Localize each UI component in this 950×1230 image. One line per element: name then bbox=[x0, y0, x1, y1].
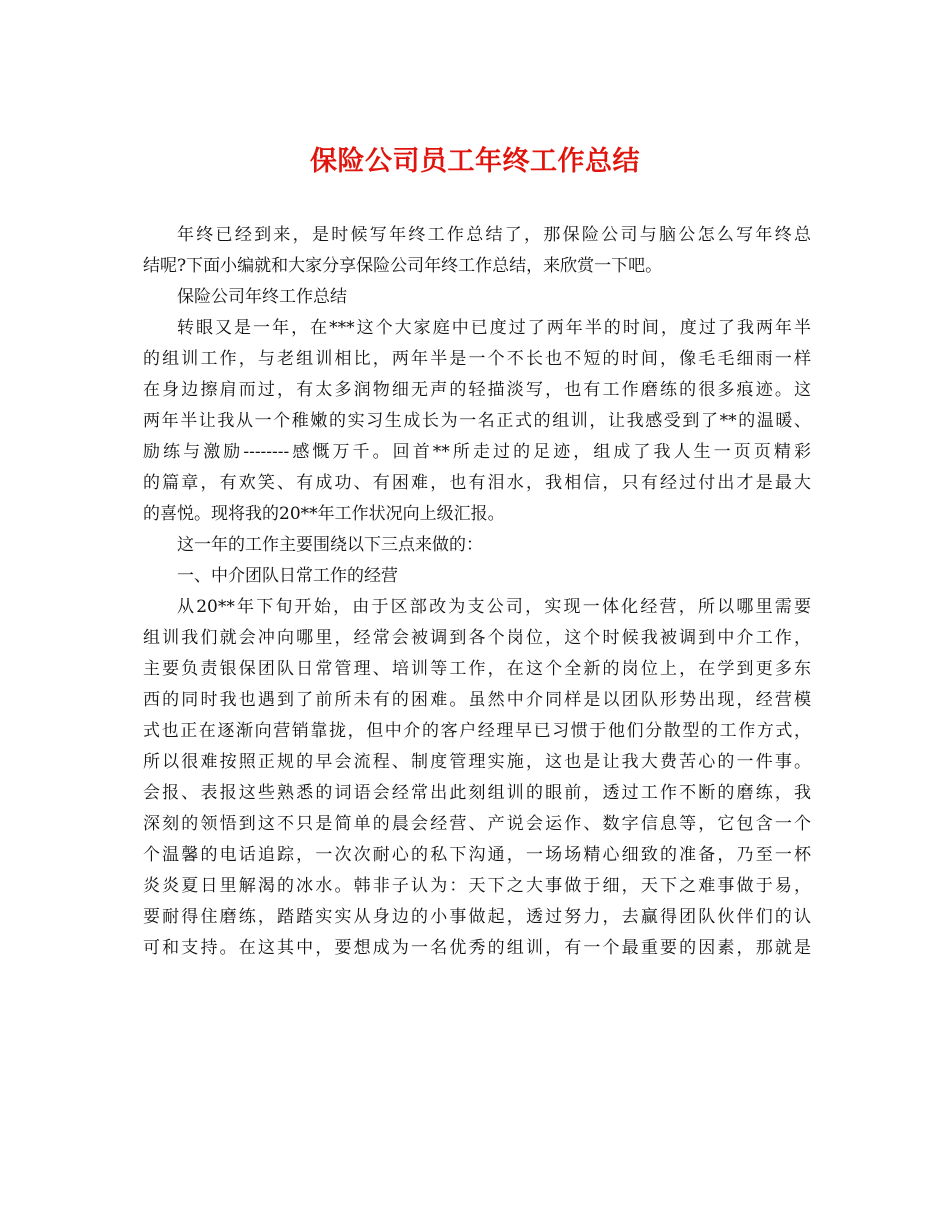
document-title: 保险公司员工年终工作总结 bbox=[310, 146, 640, 177]
body-line: 在身边擦肩而过，有太多润物细无声的轻描淡写，也有工作磨练的很多痕迹。这 bbox=[143, 380, 811, 400]
body-line: 主要负责银保团队日常管理、培训等工作，在这个全新的岗位上，在学到更多东 bbox=[143, 659, 811, 679]
body-line: 转眼又是一年，在***这个大家庭中已度过了两年半的时间，度过了我两年半 bbox=[177, 318, 811, 338]
body-line: 的篇章，有欢笑、有成功、有困难，也有泪水，我相信，只有经过付出才是最大 bbox=[143, 473, 811, 493]
body-line: 两年半让我从一个稚嫩的实习生成长为一名正式的组训，让我感受到了**的温暖、 bbox=[143, 411, 811, 431]
document-body bbox=[143, 220, 811, 964]
body-line: 的组训工作，与老组训相比，两年半是一个不长也不短的时间，像毛毛细雨一样 bbox=[143, 349, 811, 369]
body-line: 励练与激励--------感慨万千。回首**所走过的足迹，组成了我人生一页页精彩 bbox=[143, 442, 811, 462]
body-line: 会报、表报这些熟悉的词语会经常出此刻组训的眼前，透过工作不断的磨练，我 bbox=[143, 783, 811, 803]
body-line: 要耐得住磨练，踏踏实实从身边的小事做起，透过努力，去赢得团队伙伴们的认 bbox=[143, 907, 811, 927]
body-line: 可和支持。在这其中，要想成为一名优秀的组训，有一个最重要的因素，那就是 bbox=[143, 938, 811, 958]
body-line: 式也正在逐渐向营销靠拢，但中介的客户经理早已习惯于他们分散型的工作方式， bbox=[143, 721, 811, 741]
body-line: 这一年的工作主要围绕以下三点来做的： bbox=[177, 535, 483, 555]
body-line: 结呢?下面小编就和大家分享保险公司年终工作总结，来欣赏一下吧。 bbox=[143, 256, 663, 276]
section-heading: 保险公司年终工作总结 bbox=[177, 287, 347, 307]
body-line: 个温馨的电话追踪，一次次耐心的私下沟通，一场场精心细致的准备，乃至一杯 bbox=[143, 845, 811, 865]
body-line: 炎炎夏日里解渴的冰水。韩非子认为：天下之大事做于细，天下之难事做于易， bbox=[143, 876, 811, 896]
body-line: 所以很难按照正规的早会流程、制度管理实施，这也是让我大费苦心的一件事。 bbox=[143, 752, 811, 772]
section-heading: 一、中介团队日常工作的经营 bbox=[177, 566, 398, 586]
body-line: 从20**年下旬开始，由于区部改为支公司，实现一体化经营，所以哪里需要 bbox=[177, 597, 811, 617]
body-line: 组训我们就会冲向哪里，经常会被调到各个岗位，这个时候我被调到中介工作， bbox=[143, 628, 811, 648]
body-line: 的喜悦。现将我的20**年工作状况向上级汇报。 bbox=[143, 504, 505, 524]
body-line: 深刻的领悟到这不只是简单的晨会经营、产说会运作、数字信息等，它包含一个 bbox=[143, 814, 811, 834]
body-line: 西的同时我也遇到了前所未有的困难。虽然中介同样是以团队形势出现，经营模 bbox=[143, 690, 811, 710]
body-line: 年终已经到来，是时候写年终工作总结了，那保险公司与脑公怎么写年终总 bbox=[177, 225, 811, 245]
